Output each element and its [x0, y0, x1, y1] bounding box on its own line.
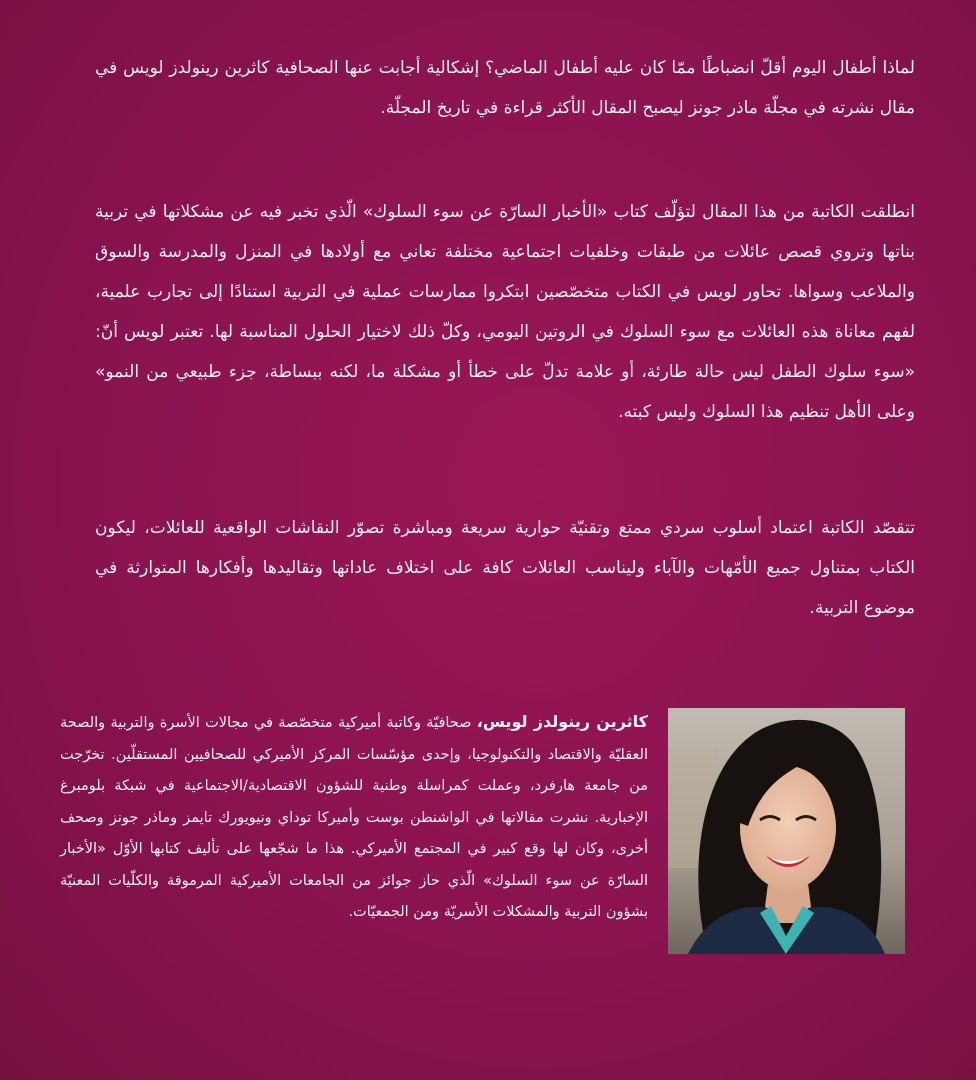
author-bio-text: صحافيّة وكاتبة أميركية متخصّصة في مجالات الأسرة والتربية والصحة العقليّة والاقتصاد والتكنولوجيا، وإحدى مؤسّسات المركز الأميركي للصحافيين المستقلّين. تخرّجت من جامعة هارفرد، وعملت كمراسلة وطنية للشؤون الاقتصادية/الاجتماعية في شبكة بلومبرغ الإخبارية. نشرت مقالاتها في الواشنطن بوست وأميركا توداي ونيويورك تايمز وماذر جونز وصحف أخرى، وكان لها وقع كبير في المجتمع الأميركي. هذا ما شجّعها على تأليف كتابها الأوّل «الأخبار السارّة عن سوء السلوك» الّذي حاز جوائز من الجامعات الأميركية المرموقة والكلّيات المعنيّة بشؤون التربية والمشكلات الأسريّة ومن الجمعيّات.	[60, 715, 648, 920]
intro-paragraph: لماذا أطفال اليوم أقلّ انضباطًا ممّا كان عليه أطفال الماضي؟ إشكالية أجابت عنها الصحافية كاثرين رينولدز لويس في مقال نشرته في مجلّة ماذر جونز ليصبح المقال الأكثر قراءة في تاريخ المجلّة.	[95, 58, 915, 118]
book-description-paragraph: انطلقت الكاتبة من هذا المقال لتؤلّف كتاب «الأخبار السارّة عن سوء السلوك» الّذي تخبر فيه عن مشكلاتها في تربية بناتها وتروي قصص عائلات من طبقات وخلفيات اجتماعية مختلفة تعاني مع أولادها في المنزل والمدرسة والسوق والملاعب وسواها. تحاور لويس في الكتاب متخصّصين ابتكروا ممارسات عملية في التربية استنادًا إلى تجارب علمية، لفهم معاناة هذه العائلات مع سوء السلوك في الروتين اليومي، وكلّ ذلك لاختيار الحلول المناسبة لها. تعتبر لويس أنّ: «سوء سلوك الطفل ليس حالة طارئة، أو علامة تدلّ على خطأ أو مشكلة ما، لكنه ببساطة، جزء طبيعي من النمو» وعلى الأهل تنظيم هذا السلوك وليس كبته.	[95, 202, 915, 422]
writing-style-paragraph: تتقصّد الكاتبة اعتماد أسلوب سردي ممتع وتقنيّة حوارية سريعة ومباشرة تصوّر النقاشات الواقعية للعائلات، ليكون الكتاب بمتناول جميع الأمّهات والآباء وليناسب العائلات كافة على اختلاف عاداتها وتقاليدها وأفكارها المتوارثة في موضوع التربية.	[95, 518, 915, 618]
author-photo	[668, 708, 905, 954]
author-name: كاثرين رينولدز لويس،	[476, 712, 648, 731]
author-bio	[60, 706, 648, 929]
